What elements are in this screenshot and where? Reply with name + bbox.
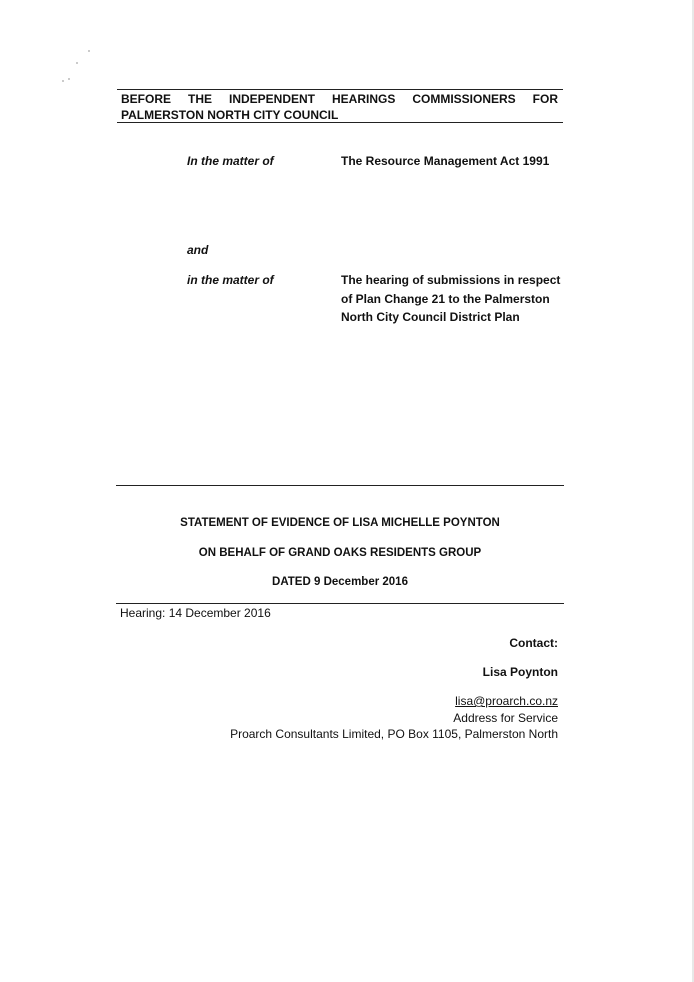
statement-on-behalf: ON BEHALF OF GRAND OAKS RESIDENTS GROUP xyxy=(198,547,482,559)
header-title: BEFORE THE INDEPENDENT HEARINGS COMMISSIONERS FOR PALMERSTON NORTH CITY COUNCIL xyxy=(121,92,558,122)
statement-top-rule xyxy=(116,485,564,486)
scan-speck xyxy=(62,80,64,82)
contact-heading: Contact: xyxy=(509,636,558,650)
scan-speck xyxy=(68,78,70,80)
contact-name: Lisa Poynton xyxy=(482,665,558,679)
scan-speck xyxy=(88,50,90,52)
statement-title: STATEMENT OF EVIDENCE OF LISA MICHELLE POYNTON xyxy=(180,517,500,529)
and-label: and xyxy=(187,243,209,257)
scan-speck xyxy=(76,62,78,64)
address-text: Proarch Consultants Limited, PO Box 1105, Palmerston North xyxy=(230,727,558,741)
matter-label-2: in the matter of xyxy=(187,273,274,287)
header-bottom-rule xyxy=(117,122,563,123)
matter-value-2: The hearing of submissions in respect of Plan Change 21 to the Palmerston North City Council District Plan xyxy=(341,273,561,324)
contact-email-row xyxy=(240,692,558,710)
statement-date: DATED 9 December 2016 xyxy=(272,576,408,588)
matter-value-1: The Resource Management Act 1991 xyxy=(341,154,550,168)
hearing-date: Hearing: 14 December 2016 xyxy=(120,606,271,620)
contact-email-link[interactable]: lisa@proarch.co.nz xyxy=(455,694,558,708)
matter-label-1: In the matter of xyxy=(187,154,274,168)
header-top-rule xyxy=(117,89,563,90)
address-label: Address for Service xyxy=(453,711,558,725)
